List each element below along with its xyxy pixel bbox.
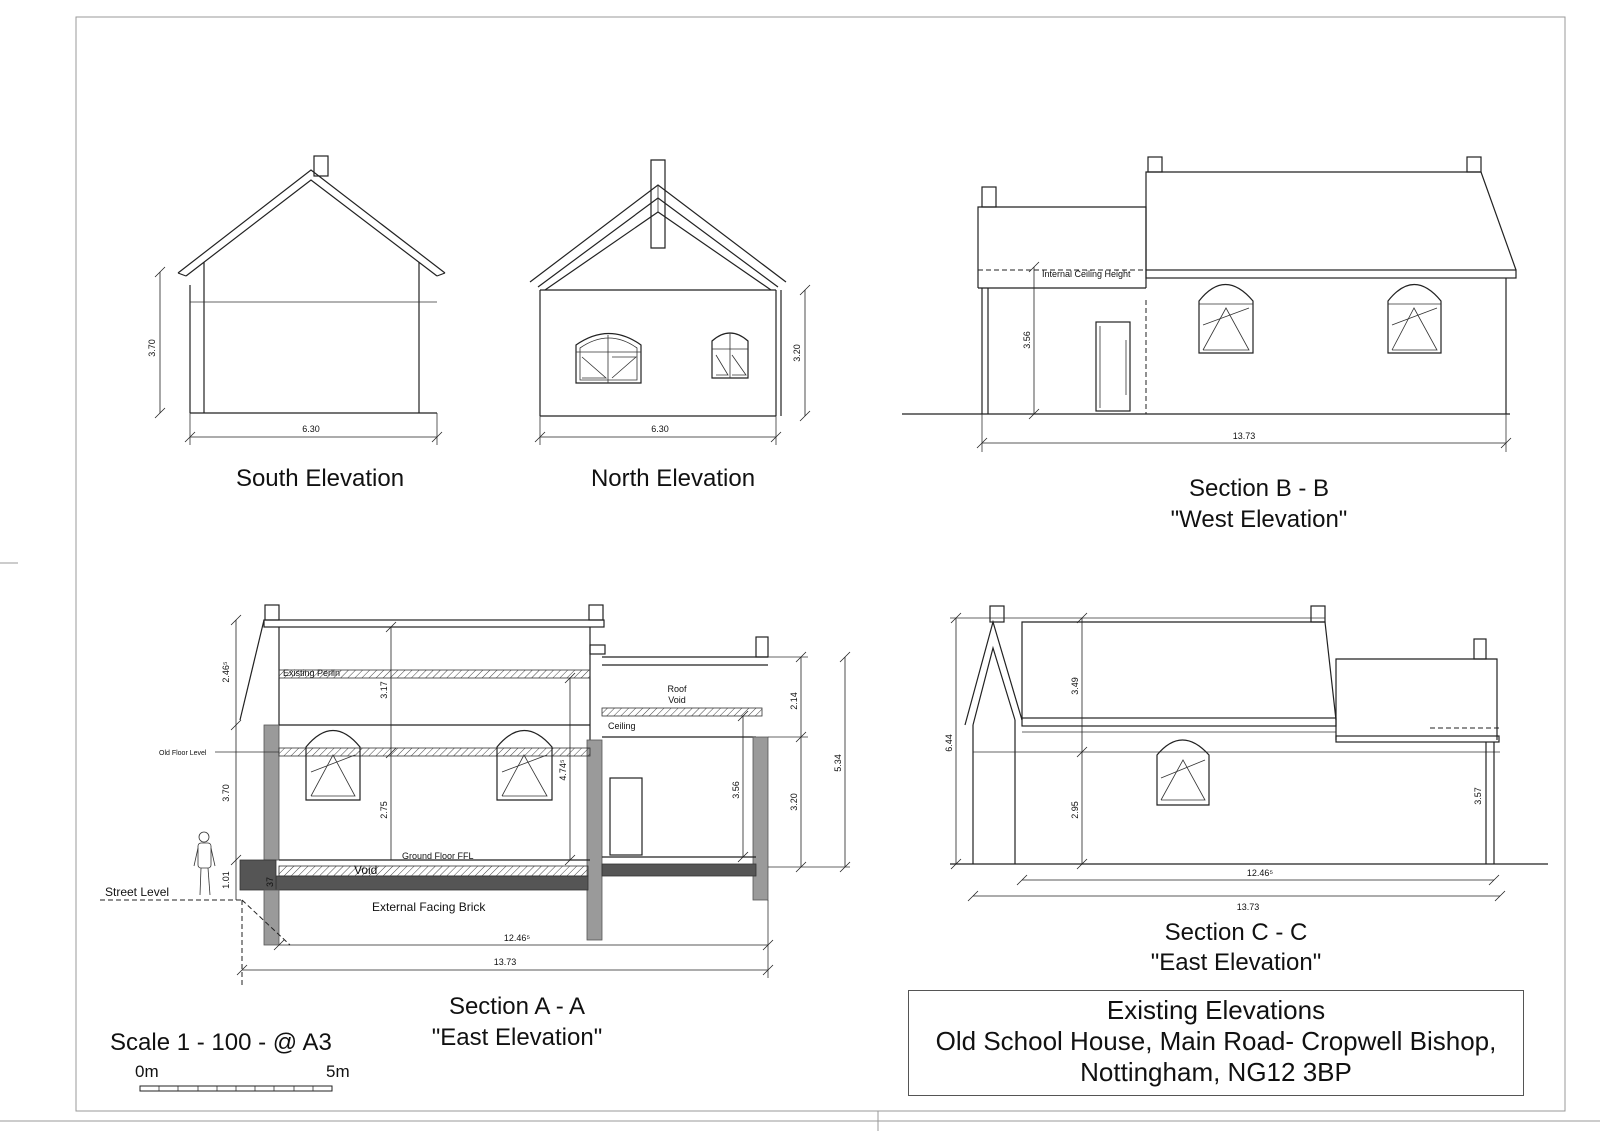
title-line2: Old School House, Main Road- Cropwell Bishop,	[935, 1026, 1497, 1056]
south-height-dim: 3.70	[147, 339, 157, 357]
title-block	[908, 990, 1524, 1096]
dim-357: 3.57	[1473, 787, 1483, 805]
ground-floor-label: Ground Floor FFL	[402, 851, 474, 861]
north-elevation-title: North Elevation	[590, 465, 756, 492]
dim-214: 2.14	[789, 692, 799, 710]
dim-474: 4.74⁵	[558, 759, 568, 781]
dim-317: 3.17	[379, 681, 389, 699]
roof-void-label-2: Void	[668, 695, 686, 705]
section-a-title-line1: Section A - A	[448, 993, 586, 1020]
dim-a-1373: 13.73	[493, 957, 517, 967]
dim-275: 2.75	[379, 801, 389, 819]
dim-c-1246: 12.46⁵	[1246, 868, 1274, 878]
external-brick-label: External Facing Brick	[372, 900, 486, 914]
existing-perlin-label: Existing Perlin	[283, 668, 341, 678]
person-figure	[194, 832, 215, 895]
north-elevation	[530, 160, 810, 445]
section-b-height-dim: 3.56	[1022, 331, 1032, 349]
dim-c-1373: 13.73	[1236, 902, 1260, 912]
scale-bar	[110, 1029, 350, 1091]
dim-349: 3.49	[1070, 677, 1080, 695]
dim-320: 3.20	[789, 793, 799, 811]
title-line3: Nottingham, NG12 3BP	[1080, 1057, 1352, 1087]
section-a-elevation	[100, 605, 850, 985]
scale-label: Scale 1 - 100 - @ A3	[110, 1029, 332, 1056]
dim-644: 6.44	[944, 734, 954, 752]
section-b-title-line2: "West Elevation"	[1170, 506, 1348, 533]
ceiling-label: Ceiling	[608, 721, 636, 731]
old-floor-level-label: Old Floor Level	[159, 750, 207, 757]
void-label: Void	[354, 863, 378, 877]
dim-246: 2.46⁵	[221, 661, 231, 683]
north-height-dim: 3.20	[792, 344, 802, 362]
roof-void-label-1: Roof	[667, 684, 687, 694]
section-c-elevation	[944, 606, 1548, 912]
section-b-width-dim: 13.73	[1232, 431, 1256, 441]
south-elevation-title: South Elevation	[235, 465, 405, 492]
dim-534: 5.34	[833, 754, 843, 772]
section-c-title-line2: "East Elevation"	[1150, 949, 1322, 976]
south-elevation	[147, 156, 445, 445]
ceiling-height-label: Internal Ceiling Height	[1042, 269, 1131, 279]
section-b-elevation	[902, 157, 1516, 452]
scale-end: 5m	[326, 1062, 350, 1081]
north-width-dim: 6.30	[651, 424, 669, 434]
section-c-title-line1: Section C - C	[1164, 919, 1308, 946]
section-b-title-line1: Section B - B	[1188, 475, 1330, 502]
dim-101: 1.01	[221, 871, 231, 889]
dim-356: 3.56	[731, 781, 741, 799]
dim-295: 2.95	[1070, 801, 1080, 819]
dim-370: 3.70	[221, 784, 231, 802]
street-level-label: Street Level	[105, 885, 170, 899]
section-a-title-line2: "East Elevation"	[431, 1024, 603, 1051]
dim-37: 37	[265, 876, 275, 888]
dim-a-1246: 12.46⁵	[503, 933, 531, 943]
south-width-dim: 6.30	[302, 424, 320, 434]
title-line1: Existing Elevations	[1106, 995, 1326, 1025]
sheet-border	[76, 17, 1565, 1111]
scale-start: 0m	[135, 1062, 159, 1081]
